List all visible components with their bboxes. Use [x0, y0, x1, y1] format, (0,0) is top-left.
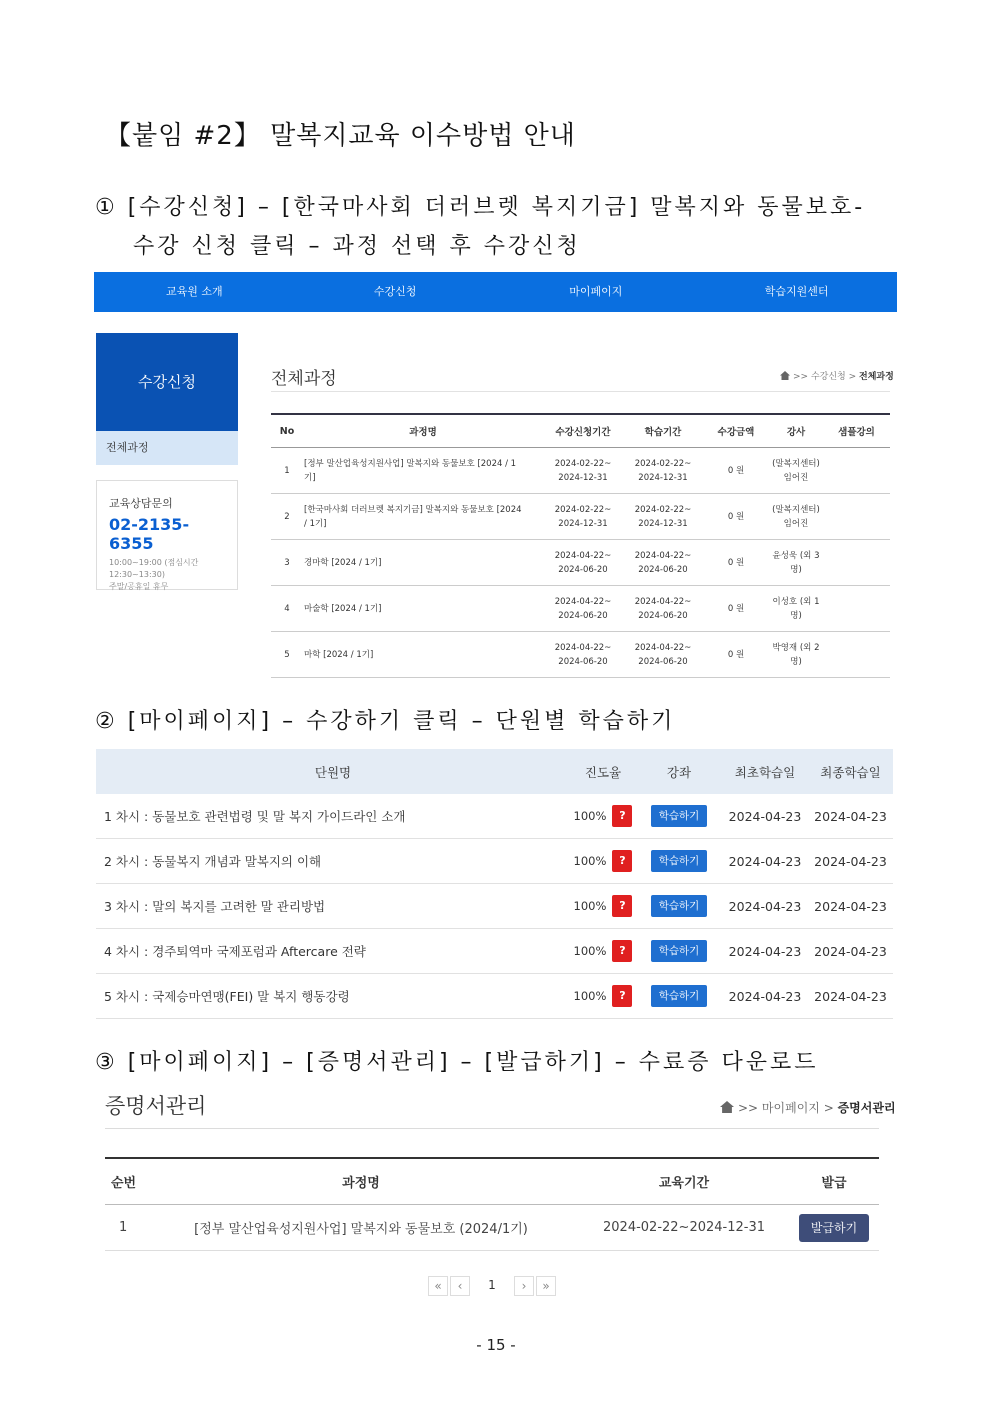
table-row — [105, 1205, 879, 1251]
learn-button[interactable]: 학습하기 — [651, 940, 708, 962]
last-page-button[interactable]: » — [536, 1276, 556, 1296]
learn-button[interactable]: 학습하기 — [651, 895, 708, 917]
learn-button[interactable]: 학습하기 — [651, 985, 708, 1007]
course-name[interactable]: [정부 말산업육성지원사업] 말복지와 동물보호 [2024 / 1 기] — [303, 448, 543, 494]
nav-about[interactable]: 교육원 소개 — [166, 285, 223, 298]
sample-lecture — [823, 448, 890, 494]
sidebar-title: 수강신청 — [96, 333, 238, 431]
step2: ② [마이페이지] – 수강하기 클릭 – 단원별 학습하기 — [95, 709, 676, 734]
progress-cell — [570, 974, 636, 1019]
help-icon[interactable]: ? — [612, 805, 632, 827]
help-icon[interactable]: ? — [612, 940, 632, 962]
step3: ③ [마이페이지] – [증명서관리] – [발급하기] – 수료증 다운로드 — [95, 1050, 819, 1075]
step1-line2: 수강 신청 클릭 – 과정 선택 후 수강신청 — [133, 234, 581, 259]
study-period: 2024-02-22~ 2024-12-31 — [623, 494, 703, 540]
sample-lecture — [823, 540, 890, 586]
col-header: 순번 — [105, 1158, 143, 1205]
study-period: 2024-04-22~ 2024-06-20 — [623, 632, 703, 678]
tutor: (말복지센터) 임어진 — [769, 494, 823, 540]
tutor: 윤성욱 (외 3 명) — [769, 540, 823, 586]
row-number: 1 — [271, 448, 303, 494]
last-study-date: 2024-04-23 — [808, 929, 893, 974]
first-study-date: 2024-04-23 — [722, 929, 808, 974]
table-row — [96, 974, 893, 1019]
nav-enroll[interactable]: 수강신청 — [373, 285, 417, 298]
first-study-date: 2024-04-23 — [722, 884, 808, 929]
first-study-date: 2024-04-23 — [722, 974, 808, 1019]
progress-rate: 100% — [573, 944, 607, 958]
row-number: 4 — [271, 586, 303, 632]
course-name[interactable]: 마술학 [2024 / 1기] — [303, 586, 543, 632]
learn-button[interactable]: 학습하기 — [651, 805, 708, 827]
divider — [105, 1128, 879, 1129]
unit-name: 2 차시 : 동물복지 개념과 말복지의 이해 — [96, 839, 570, 884]
course-name: [정부 말산업육성지원사업] 말복지와 동물보호 (2024/1기) — [143, 1205, 579, 1251]
tutor: 이성호 (외 1 명) — [769, 586, 823, 632]
col-header: 발급 — [789, 1158, 879, 1205]
step1-line1: ① [수강신청] – [한국마사회 더러브렛 복지기금] 말복지와 동물보호- — [95, 195, 866, 220]
help-icon[interactable]: ? — [612, 850, 632, 872]
help-icon[interactable]: ? — [612, 985, 632, 1007]
section-title: 전체과정 — [271, 369, 337, 389]
contact-title: 교육상담문의 — [109, 497, 173, 510]
col-header: 교육기간 — [579, 1158, 789, 1205]
first-page-button[interactable]: « — [428, 1276, 448, 1296]
contact-hours: 10:00~19:00 (점심시간 12:30~13:30) 주말/공휴일 휴무 — [109, 558, 199, 591]
last-study-date: 2024-04-23 — [808, 794, 893, 839]
row-number: 5 — [271, 632, 303, 678]
course-table — [271, 413, 890, 678]
top-navigation — [94, 272, 897, 312]
apply-period: 2024-04-22~ 2024-06-20 — [543, 632, 623, 678]
breadcrumb: >> 수강신청 > 전체과정 — [780, 369, 894, 382]
col-header: 과정명 — [303, 414, 543, 448]
col-header: 강사 — [769, 414, 823, 448]
home-icon[interactable] — [720, 1101, 734, 1113]
sample-lecture — [823, 494, 890, 540]
breadcrumb-certificate: >> 마이페이지 > 증명서관리 — [720, 1099, 896, 1116]
last-study-date: 2024-04-23 — [808, 884, 893, 929]
divider — [271, 391, 890, 392]
table-row — [96, 884, 893, 929]
progress-cell — [570, 839, 636, 884]
tutor: (말복지센터) 임어진 — [769, 448, 823, 494]
tutor: 박영재 (외 2 명) — [769, 632, 823, 678]
table-row — [96, 839, 893, 884]
col-header: 강좌 — [636, 749, 722, 794]
unit-name: 5 차시 : 국제승마연맹(FEI) 말 복지 행동강령 — [96, 974, 570, 1019]
table-row — [96, 929, 893, 974]
course-name[interactable]: 경마학 [2024 / 1기] — [303, 540, 543, 586]
nav-support[interactable]: 학습지원센터 — [764, 285, 829, 298]
row-number: 3 — [271, 540, 303, 586]
col-header: 진도율 — [570, 749, 636, 794]
sample-lecture — [823, 586, 890, 632]
col-header: 학습기간 — [623, 414, 703, 448]
fee: 0 원 — [703, 586, 769, 632]
progress-rate: 100% — [573, 899, 607, 913]
col-header: 샘플강의 — [823, 414, 890, 448]
issue-button[interactable]: 발급하기 — [799, 1214, 869, 1242]
col-header: 과정명 — [143, 1158, 579, 1205]
table-row — [96, 794, 893, 839]
page-1[interactable]: 1 — [488, 1278, 496, 1292]
col-header: 단원명 — [96, 749, 570, 794]
home-icon[interactable] — [780, 371, 790, 380]
unit-name: 4 차시 : 경주퇴역마 국제포럼과 Aftercare 전략 — [96, 929, 570, 974]
page-number: - 15 - — [476, 1336, 516, 1354]
row-number: 2 — [271, 494, 303, 540]
col-header: 최종학습일 — [808, 749, 893, 794]
table-row[interactable] — [271, 540, 890, 586]
progress-cell — [570, 884, 636, 929]
progress-rate: 100% — [573, 989, 607, 1003]
table-row[interactable] — [271, 586, 890, 632]
row-number: 1 — [105, 1205, 143, 1251]
col-header: 수강신청기간 — [543, 414, 623, 448]
fee: 0 원 — [703, 448, 769, 494]
sample-lecture — [823, 632, 890, 678]
study-period: 2024-04-22~ 2024-06-20 — [623, 586, 703, 632]
progress-rate: 100% — [573, 809, 607, 823]
fee: 0 원 — [703, 494, 769, 540]
col-header: 수강금액 — [703, 414, 769, 448]
course-name[interactable]: 마학 [2024 / 1기] — [303, 632, 543, 678]
last-study-date: 2024-04-23 — [808, 974, 893, 1019]
unit-table — [96, 749, 893, 1019]
apply-period: 2024-04-22~ 2024-06-20 — [543, 586, 623, 632]
study-period: 2024-04-22~ 2024-06-20 — [623, 540, 703, 586]
learn-button[interactable]: 학습하기 — [651, 850, 708, 872]
col-header: 최초학습일 — [722, 749, 808, 794]
col-header: No — [271, 414, 303, 448]
first-study-date: 2024-04-23 — [722, 794, 808, 839]
table-row[interactable] — [271, 632, 890, 678]
certificate-page-title: 증명서관리 — [105, 1094, 207, 1118]
certificate-table — [105, 1157, 879, 1251]
last-study-date: 2024-04-23 — [808, 839, 893, 884]
progress-cell — [570, 794, 636, 839]
fee: 0 원 — [703, 632, 769, 678]
first-study-date: 2024-04-23 — [722, 839, 808, 884]
study-period: 2024-02-22~ 2024-12-31 — [623, 448, 703, 494]
apply-period: 2024-04-22~ 2024-06-20 — [543, 540, 623, 586]
apply-period: 2024-02-22~ 2024-12-31 — [543, 494, 623, 540]
apply-period: 2024-02-22~ 2024-12-31 — [543, 448, 623, 494]
course-name[interactable]: [한국마사회 더러브렛 복지기금] 말복지와 동물보호 [2024 / 1기] — [303, 494, 543, 540]
contact-phone: 02-2135-6355 — [109, 515, 190, 553]
contact-box — [96, 480, 238, 590]
unit-name: 3 차시 : 말의 복지를 고려한 말 관리방법 — [96, 884, 570, 929]
next-page-button[interactable]: › — [514, 1276, 534, 1296]
pagination — [428, 1276, 558, 1296]
document-heading: 【붙임 #2】 말복지교육 이수방법 안내 — [105, 121, 576, 151]
help-icon[interactable]: ? — [612, 895, 632, 917]
fee: 0 원 — [703, 540, 769, 586]
progress-cell — [570, 929, 636, 974]
nav-mypage[interactable]: 마이페이지 — [569, 285, 623, 298]
table-row[interactable] — [271, 448, 890, 494]
sidebar-item-all-courses[interactable]: 전체과정 — [96, 431, 238, 465]
unit-name: 1 차시 : 동물보호 관련법령 및 말 복지 가이드라인 소개 — [96, 794, 570, 839]
table-row[interactable] — [271, 494, 890, 540]
course-period: 2024-02-22~2024-12-31 — [579, 1205, 789, 1251]
progress-rate: 100% — [573, 854, 607, 868]
prev-page-button[interactable]: ‹ — [450, 1276, 470, 1296]
